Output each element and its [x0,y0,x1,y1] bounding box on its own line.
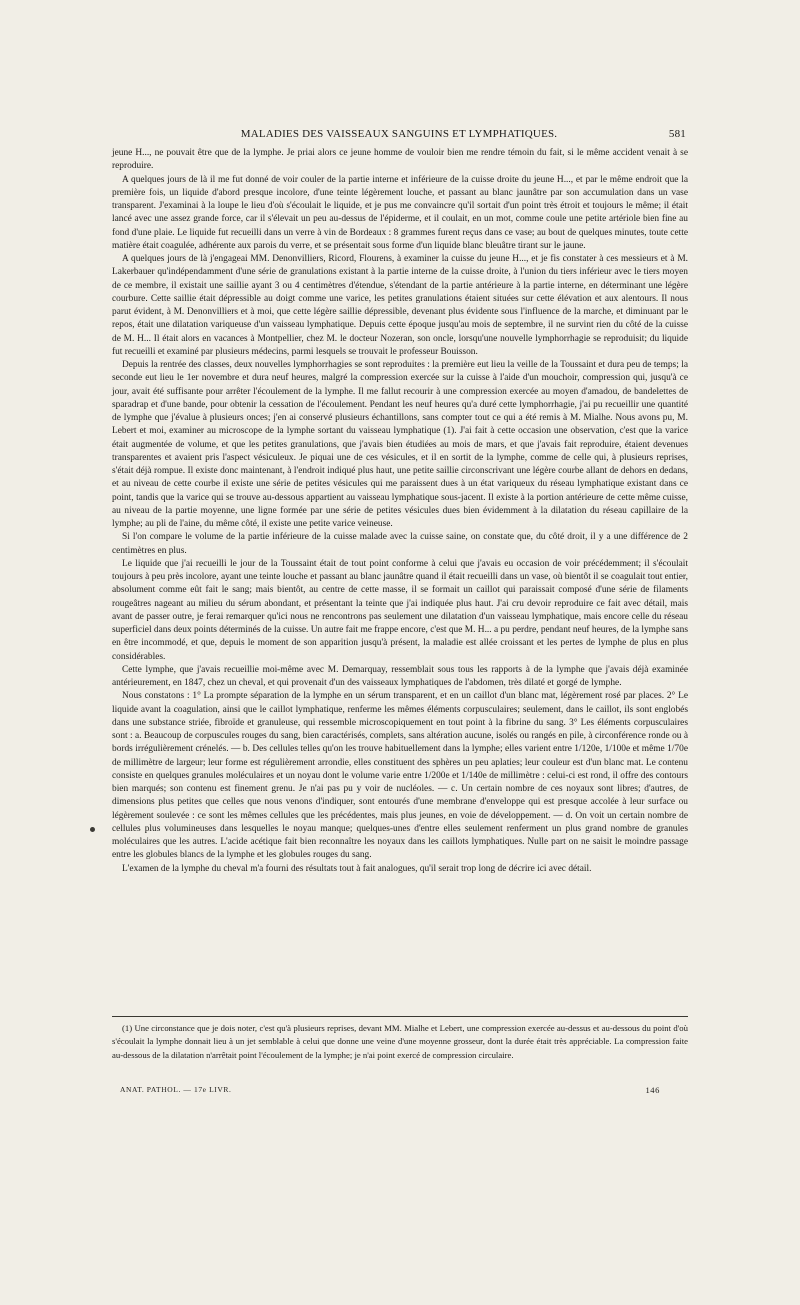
paragraph: Si l'on compare le volume de la partie inférieure de la cuisse malade avec la cuisse saine, on constate que, du côté droit, il y a une différence de 2 centimètres en plus. [112,532,688,556]
body-text [112,147,688,876]
paragraph: Cette lymphe, que j'avais recueillie moi-même avec M. Demarquay, ressemblait sous tous les rapports à de la lymphe que j'avais déjà examinée antérieurement, en 1847, chez un cheval, et qui provenait d'un des vaisseaux lymphatiques de l'abdomen, très dilaté et gorgé de lymphe. [112,664,688,688]
margin-dot-mark [90,827,95,832]
footnote [112,1022,688,1062]
page-header [112,128,686,142]
paragraph: Le liquide que j'ai recueilli le jour de la Toussaint était de tout point conforme à celui que j'avais eu occasion de voir précédemment; il s'écoulait toujours à peu près incolore, ayant une teinte louche et passant au blanc jaunâtre quand il était recueilli dans un vase, où bientôt il se coagulait tout entier, absolument comme eût fait le sang; mais bientôt, au centre de cette masse, il se formait un caillot qui paraissait composé d'une série de filaments rougeâtres nageant au milieu du sérum abondant, et présentant la teinte que j'ai indiquée plus haut. J'ai cru devoir reproduire ce fait avec détail, mais avant de passer outre, je ferai remarquer qu'ici nous ne rencontrons pas seulement une dilatation d'un vaisseau lymphatique, mais encore celle du réseau superficiel dans deux points déterminés de la cuisse. Un autre fait me frappe encore, c'est que M. H... a pu perdre, pendant neuf heures, de la lymphe sans en être incommodé, et que, depuis le moment de son apparition jusqu'à présent, la maladie est allée croissant et les pertes de lymphe de plus en plus considérables. [112,558,688,662]
paragraph: A quelques jours de là il me fut donné de voir couler de la partie interne et inférieure de la cuisse droite du jeune H..., et par le même endroit que la première fois, un liquide d'abord presque incolore, d'une teinte légèrement louche, et passant au blanc jaunâtre par son accumulation dans un vase transparent. J'examinai à la loupe le lieu d'où s'écoulait le liquide, et je pus me convaincre qu'il sortait d'un point très étroit et toujours le même; il était lancé avec une assez grande force, car il s'élevait un peu au-dessus de l'épiderme, et il coulait, en un mot, comme coule une petite artériole bien fine au fond d'une plaie. Le liquide fut recueilli dans un verre à vin de Bordeaux : 8 grammes furent reçus dans ce vase; au bout de quelques minutes, toute cette matière était coagulée, adhérente aux parois du verre, et se présentait sous forme d'un liquide blanc bleuâtre tirant sur le jaune. [112,174,688,251]
paragraph: jeune H..., ne pouvait être que de la lymphe. Je priai alors ce jeune homme de vouloir bien me rendre témoin du fait, si le même accident venait à se reproduire. [112,148,688,172]
signature-number: 146 [645,1085,660,1095]
paragraph: Nous constatons : 1° La prompte séparation de la lymphe en un sérum transparent, et en un caillot d'un blanc mat, légèrement rosé par places. 2° Le liquide avant la coagulation, ainsi que le caillot lymphatique, renferme les mêmes éléments corpusculaires; seulement, dans le caillot, ils sont englobés dans une substance striée, fibroïde et granuleuse, qui ressemble microscopiquement en tout point à la fibrine du sang. 3° Les éléments corpusculaires sont : a. Beaucoup de corpuscules rouges du sang, bien caractérisés, complets, sans altération aucune, isolés ou rangés en pile, à circonférence ronde ou à bords irrégulièrement crénelés. — b. Des cellules telles qu'on les trouve habituellement dans la lymphe; elles varient entre 1/120e, 1/100e et même 1/70e de millimètre de largeur; leur forme est régulièrement arrondie, elles constituent des sphères un peu aplaties; leur couleur est d'un blanc mat. Le contenu consiste en quelques granules moléculaires et un noyau dont le volume varie entre 1/200e et 1/140e de millimètre : celui-ci est rond, il offre des contours bien marqués; son contenu est finement grenu. Je n'ai pas pu y voir de nucléoles. — c. Un certain nombre de ces noyaux sont libres; d'autres, de dimensions plus petites que celles que nous venons d'indiquer, sont entourés d'une membrane d'enveloppe qui est presque accolée à leur surface ou légèrement soulevée : ce sont les mêmes cellules que les précédentes, mais plus jeunes, en voie de développement. — d. On voit un certain nombre de cellules plus volumineuses dans lesquelles le noyau manque; quelques-unes d'entre elles seulement renferment un plus grand nombre de granules moléculaires que les autres. L'acide acétique fait bien reconnaître les noyaux dans les caillots lymphatiques. Nulle part on ne saisit le moindre passage entre les globules blancs de la lymphe et les globules rouges du sang. [112,691,688,861]
paragraph: Depuis la rentrée des classes, deux nouvelles lymphorrhagies se sont reproduites : la première eut lieu la veille de la Toussaint et dura peu de temps; la seconde eut lieu le 1er novembre et dura neuf heures, malgré la compression exercée sur la cuisse à l'aide d'un mouchoir, compression qui, jusqu'à ce jour, avait été suffisante pour arrêter l'écoulement de la lymphe. Il me fallut recourir à une compression exercée au moyen d'amadou, de bandelettes de sparadrap et d'une bande, pour obtenir la cessation de l'écoulement. Pendant les neuf heures qu'a duré cette lymphorrhagie, j'ai pu recueillir une quantité de lymphe que j'évalue à plusieurs onces; j'en ai conservé plusieurs échantillons, sans compter tout ce qui a été remis à M. Mialhe. Nous avons pu, M. Lebert et moi, examiner au microscope de la lymphe sortant du vaisseau lymphatique (1). J'ai fait à cette occasion une observation, c'est que la varice était augmentée de volume, et que les petites granulations, que j'avais bien étudiées au mois de mars, et que j'avais fait reproduire, étaient devenues transparentes et avaient pris l'aspect vésiculeux. Je piquai une de ces vésicules, et il en sortit de la lymphe, comme de celle qui, à plusieurs reprises, s'était déjà rompue. Il existe donc maintenant, à l'endroit indiqué plus haut, une petite saillie circonscrivant une légère courbe allant de dehors en dedans, et au niveau de cette courbe il existe une série de petites vésicules qui me paraissent dues à un état variqueux du réseau lymphatique existant dans ce point, tandis que la varice qui se trouve au-dessous appartient au vaisseau lymphatique sous-jacent. Il existe à la portion antérieure de cette même cuisse, au niveau de la partie moyenne, une ligne formée par une série de petites vésicules dues bien évidemment à la dilatation du réseau capillaire de la lymphe; au pli de l'aine, du même côté, il existe une petite varice veineuse. [112,360,688,529]
signature-volume: ANAT. PATHOL. — 17e LIVR. [120,1085,232,1094]
footnote-divider [112,1016,688,1017]
paragraph: L'examen de la lymphe du cheval m'a fourni des résultats tout à fait analogues, qu'il serait trop long de décrire ici avec détail. [122,863,592,874]
page-number: 581 [668,128,686,140]
paragraph: A quelques jours de là j'engageai MM. Denonvilliers, Ricord, Flourens, à examiner la cuisse du jeune H..., et je fis constater à ces messieurs et à M. Lakerbauer qu'indépendamment d'une série de granulations existant à la partie interne de la cuisse droite, à l'union du tiers inférieur avec le tiers moyen de ce membre, il existait une saillie ayant 3 ou 4 centimètres d'étendue, s'étendant de la partie antérieure à la partie interne, en déterminant une légère courbure. Cette saillie était dépressible au doigt comme une varice, les petites granulations étaient situées sur cette élévation et aux alentours. Il nous parut évident, à M. Denonvilliers et à moi, que cette légère saillie dépressible, devenant plus évidente sous l'influence de la marche, et diminuant par le repos, était une dilatation variqueuse d'un vaisseau lymphatique. Depuis cette époque jusqu'au mois de septembre, il ne survint rien du côté de la cuisse de M. H... Il était alors en vacances à Montpellier, chez M. le docteur Nozeran, son oncle, lorsqu'une nouvelle lymphorrhagie se reproduisit; du liquide fut recueilli et examiné par plusieurs médecins, parmi lesquels se trouvait le professeur Bouisson. [112,254,688,357]
printer-signature [120,1085,660,1097]
running-title: MALADIES DES VAISSEAUX SANGUINS ET LYMPHATIQUES. [240,128,558,140]
footnote-text: (1) Une circonstance que je dois noter, c'est qu'à plusieurs reprises, devant MM. Mialhe et Lebert, une compression exercée au-dessus et au-dessous du point d'où s'écoulait la lymphe donnait lieu à un jet semblable à celui que donne une veine d'une moyenne grosseur, dont la durée était très appréciable. La compression faite au-dessous de la dilatation n'arrêtait point l'écoulement de la lymphe; je n'ai point exercé de compression circulaire. [112,1023,688,1060]
